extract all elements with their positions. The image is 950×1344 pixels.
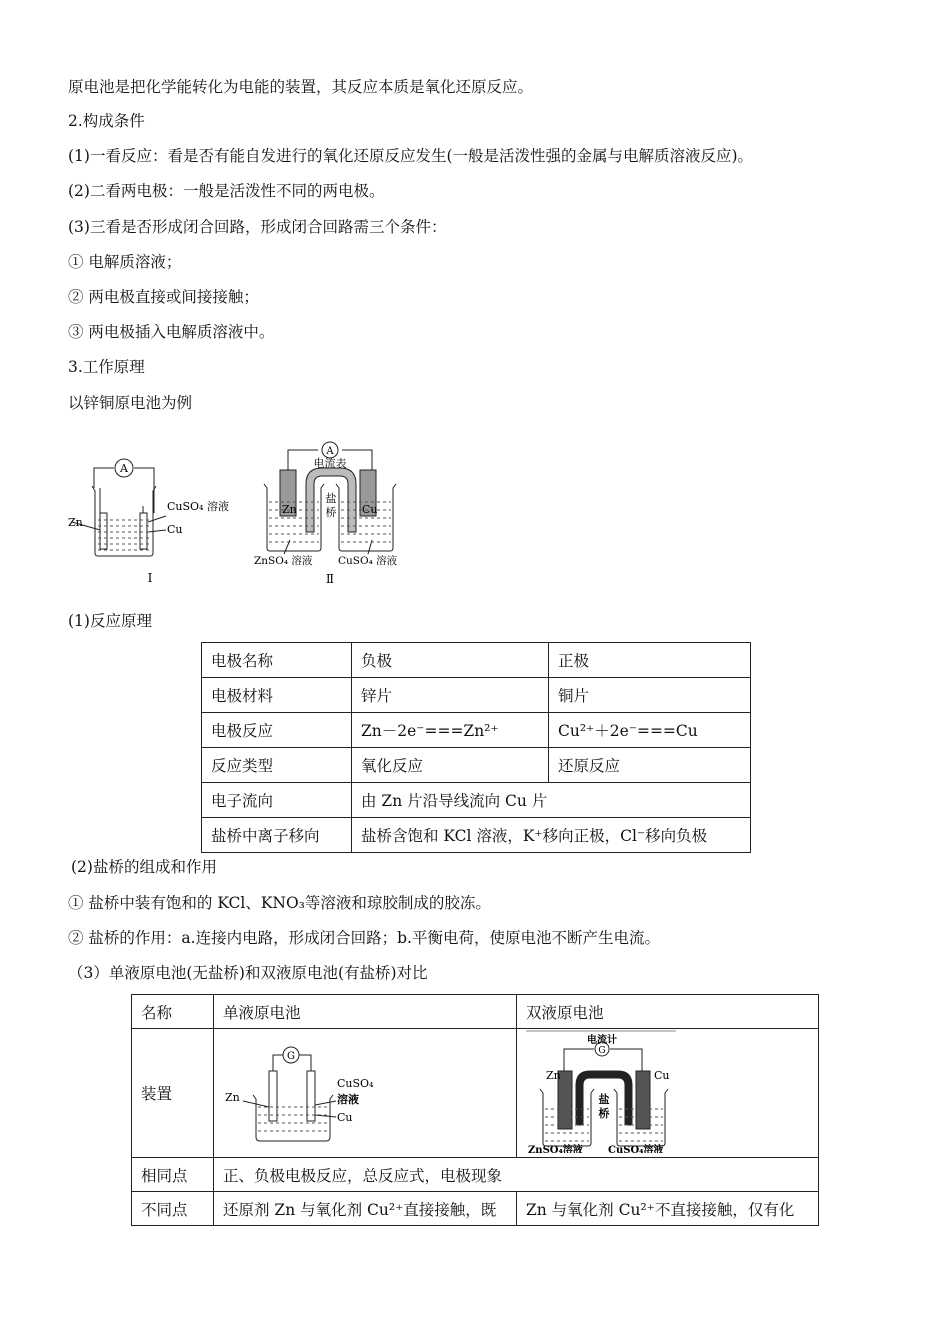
salt-bridge-p2: ② 盐桥的作用：a.连接内电路，形成闭合回路；b.平衡电荷，使原电池不断产生电流。 — [68, 929, 660, 947]
condition-3c: ③ 两电极插入电解质溶液中。 — [68, 323, 275, 341]
table-cell: 盐桥含饱和 KCl 溶液，K⁺移向正极，Cl⁻移向负极 — [352, 818, 751, 853]
table-cell: Cu²⁺＋2e⁻===Cu — [549, 713, 751, 748]
table-row — [202, 748, 751, 783]
condition-3: (3)三看是否形成闭合回路，形成闭合回路需三个条件： — [68, 218, 447, 236]
figure2-meter: A — [326, 446, 334, 457]
double-fig-right-solution: CuSO₄溶液 — [608, 1145, 664, 1153]
double-fig-bridge-2: 桥 — [598, 1107, 610, 1120]
figure2-cu: Cu — [362, 503, 378, 516]
figure2-bridge-1: 盐 — [325, 492, 337, 505]
table-cell: 不同点 — [132, 1192, 214, 1226]
salt-bridge-p1: ① 盐桥中装有饱和的 KCl、KNO₃等溶液和琼胶制成的胶冻。 — [68, 894, 491, 912]
table-cell: 正极 — [549, 643, 751, 678]
table-row — [202, 818, 751, 853]
table-cell: 电子流向 — [202, 783, 352, 818]
double-cell-figure — [526, 1029, 686, 1153]
section-reaction-principle: (1)反应原理 — [68, 612, 152, 630]
figure-single-cell — [64, 458, 244, 588]
figure2-right-solution: CuSO₄ 溶液 — [338, 555, 398, 567]
table-row — [132, 1029, 819, 1158]
double-fig-meter: G — [598, 1046, 606, 1056]
figure1-meter: A — [120, 462, 128, 475]
figure2-left-solution: ZnSO₄ 溶液 — [254, 555, 313, 567]
table-row — [202, 643, 751, 678]
section-comparison: （3）单液原电池(无盐桥)和双液原电池(有盐桥)对比 — [68, 964, 428, 982]
comparison-table — [131, 994, 819, 1226]
table-cell: Zn－2e⁻===Zn²⁺ — [352, 713, 549, 748]
figure2-bridge-2: 桥 — [325, 506, 337, 519]
table-row — [132, 995, 819, 1029]
table-cell: 铜片 — [549, 678, 751, 713]
table-row — [202, 678, 751, 713]
table-cell: 还原反应 — [549, 748, 751, 783]
table-cell: 负极 — [352, 643, 549, 678]
reaction-principle-table — [201, 642, 751, 853]
condition-2: (2)二看两电极：一般是活泼性不同的两电极。 — [68, 182, 385, 200]
single-fig-sol1: CuSO₄ — [337, 1077, 374, 1090]
double-fig-bridge-1: 盐 — [598, 1093, 610, 1106]
heading-principle: 3.工作原理 — [68, 358, 145, 376]
table-cell: 由 Zn 片沿导线流向 Cu 片 — [352, 783, 751, 818]
figure1-zn: Zn — [68, 516, 83, 529]
table-cell: 单液原电池 — [214, 995, 517, 1029]
table-cell: 装置 — [132, 1029, 214, 1158]
figure2-ammeter: 电流表 — [313, 457, 347, 470]
condition-1: (1)一看反应：看是否有能自发进行的氧化还原反应发生(一般是活泼性强的金属与电解质溶液反应)。 — [68, 147, 754, 165]
single-cell-figure — [223, 1031, 423, 1151]
table-cell: 正、负极电极反应，总反应式，电极现象 — [214, 1158, 819, 1192]
condition-3a: ① 电解质溶液； — [68, 253, 182, 271]
figure2-label: Ⅱ — [325, 572, 335, 586]
table-cell: 还原剂 Zn 与氧化剂 Cu²⁺直接接触，既 — [214, 1192, 517, 1226]
figure2-zn: Zn — [282, 503, 297, 516]
table-cell: 相同点 — [132, 1158, 214, 1192]
figure1-cu: Cu — [167, 523, 183, 536]
table-row — [132, 1192, 819, 1226]
double-fig-cu: Cu — [654, 1069, 670, 1082]
table-row — [202, 713, 751, 748]
section-salt-bridge: (2)盐桥的组成和作用 — [71, 858, 217, 876]
condition-3b: ② 两电极直接或间接接触； — [68, 288, 259, 306]
intro-line: 原电池是把化学能转化为电能的装置，其反应本质是氧化还原反应。 — [68, 78, 534, 96]
table-row — [132, 1158, 819, 1192]
double-fig-zn: Zn — [546, 1069, 561, 1082]
table-cell: 氧化反应 — [352, 748, 549, 783]
figure-double-cell — [250, 440, 420, 590]
figure1-label: Ⅰ — [147, 571, 153, 585]
single-fig-sol2: 溶液 — [337, 1093, 359, 1106]
heading-conditions: 2.构成条件 — [68, 112, 145, 130]
table-cell: 反应类型 — [202, 748, 352, 783]
table-cell — [214, 1029, 517, 1158]
table-cell: 锌片 — [352, 678, 549, 713]
table-cell: 电极名称 — [202, 643, 352, 678]
table-cell: 电极材料 — [202, 678, 352, 713]
table-cell: 名称 — [132, 995, 214, 1029]
single-fig-cu: Cu — [337, 1111, 353, 1124]
table-cell: 电极反应 — [202, 713, 352, 748]
table-cell — [517, 1029, 819, 1158]
example-line: 以锌铜原电池为例 — [68, 394, 193, 412]
double-fig-meter-label: 电流计 — [587, 1035, 617, 1046]
table-cell: Zn 与氧化剂 Cu²⁺不直接接触，仅有化 — [517, 1192, 819, 1226]
figure1-solution: CuSO₄ 溶液 — [167, 500, 229, 513]
single-fig-meter: G — [287, 1051, 295, 1062]
single-fig-zn: Zn — [225, 1091, 240, 1104]
table-cell: 盐桥中离子移向 — [202, 818, 352, 853]
double-fig-left-solution: ZnSO₄溶液 — [528, 1145, 583, 1153]
table-cell: 双液原电池 — [517, 995, 819, 1029]
table-row — [202, 783, 751, 818]
